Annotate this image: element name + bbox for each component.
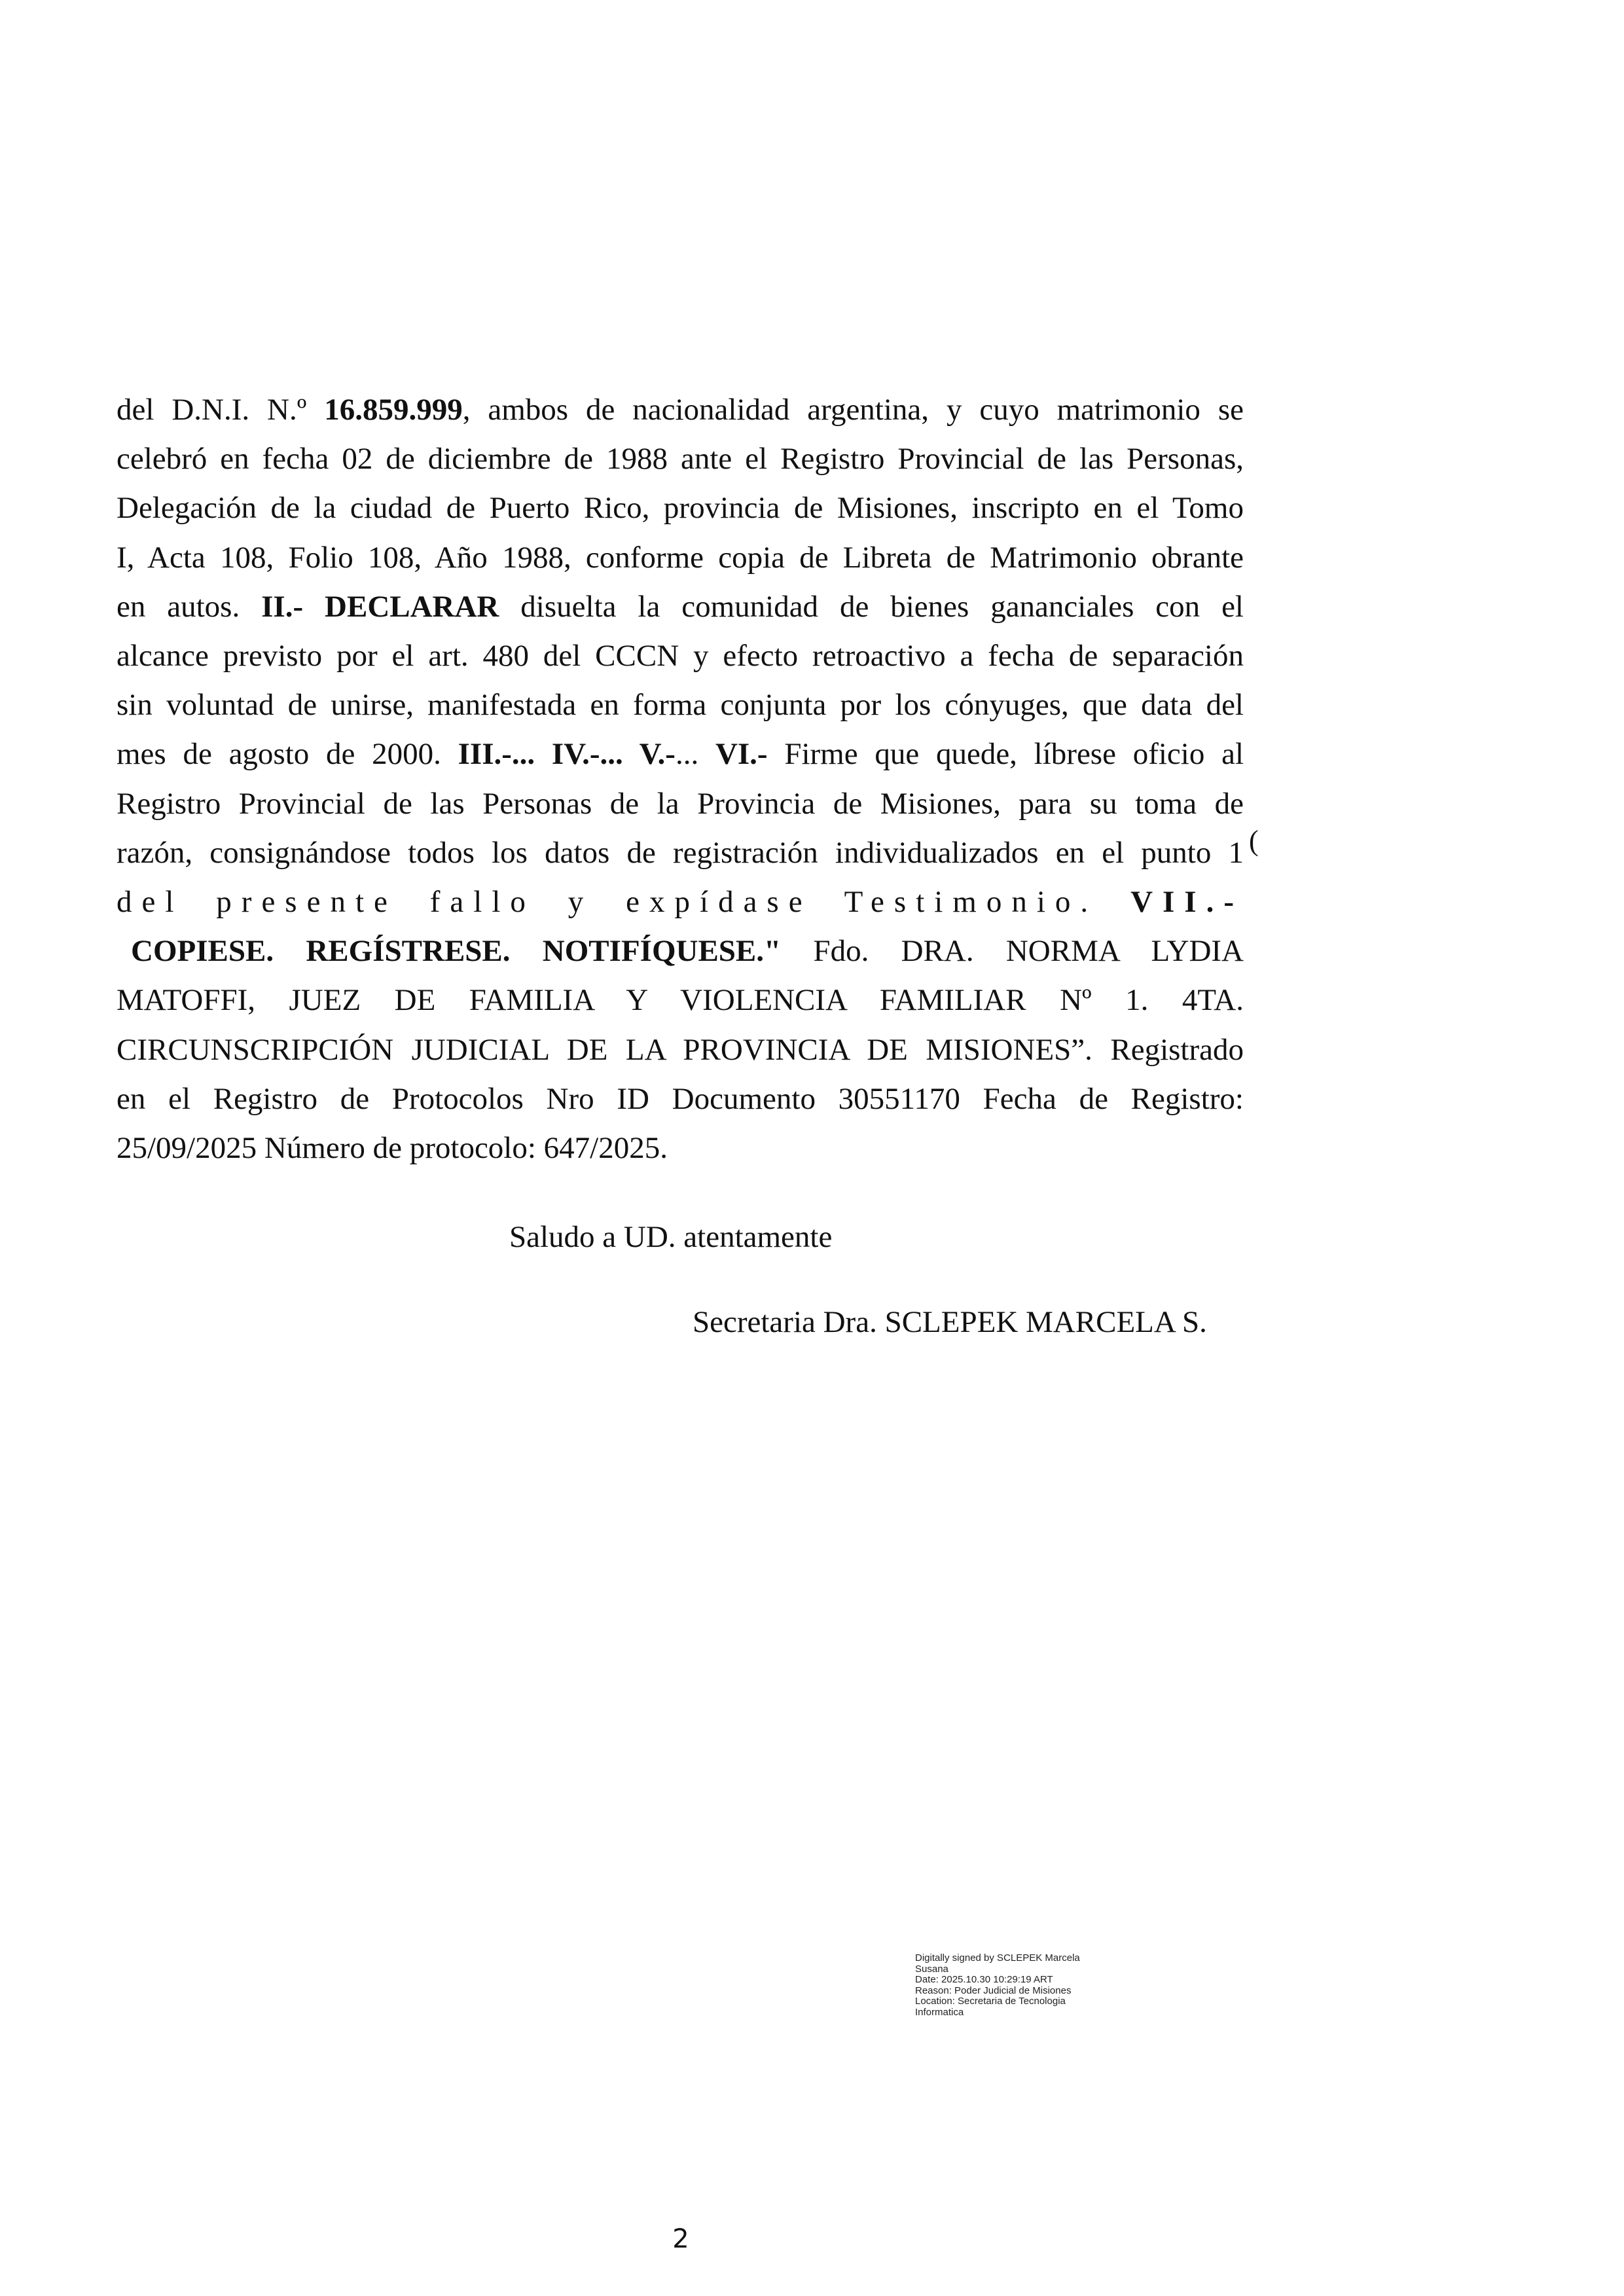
signature-line: Susana: [915, 1963, 948, 1975]
body-line-13: MATOFFI, JUEZ DE FAMILIA Y VIOLENCIA FAMILIAR Nº 1. 4TA.: [117, 983, 1244, 1018]
text-run: del D.N.I. N.º: [117, 393, 325, 427]
body-line-8: [117, 730, 1244, 779]
section-heading: II.- DECLARAR: [261, 589, 499, 624]
body-line-4: I, Acta 108, Folio 108, Año 1988, conforme copia de Libreta de Matrimonio obrante: [117, 540, 1244, 575]
body-line-3: Delegación de la ciudad de Puerto Rico, provincia de Misiones, inscripto en el Tomo: [117, 491, 1244, 526]
body-line-15: en el Registro de Protocolos Nro ID Documento 30551170 Fecha de Registro:: [117, 1081, 1244, 1116]
text-run: ...: [675, 737, 715, 772]
text-run: en autos.: [117, 589, 262, 624]
body-line-1: [117, 386, 1244, 435]
body-line-11: [117, 878, 1244, 927]
signature-line: Reason: Poder Judicial de Misiones: [915, 1984, 1072, 1996]
body-line-5: [117, 583, 1244, 632]
stray-parenthesis: (: [1249, 825, 1259, 857]
body-line-7: sin voluntad de unirse, manifestada en forma conjunta por los cónyuges, que data del: [117, 688, 1244, 723]
signature-line: Location: Secretaria de Tecnologia: [915, 1996, 1066, 2007]
body-line-16: 25/09/2025 Número de protocolo: 647/2025.: [117, 1131, 668, 1166]
closing-salutation: Saludo a UD. atentamente: [509, 1220, 833, 1254]
digital-signature-block: [915, 1953, 1151, 2018]
section-heading: COPIESE. REGÍSTRESE. NOTIFÍQUESE.": [131, 934, 782, 969]
dni-number: 16.859.999: [324, 393, 463, 427]
signature-line: Digitally signed by SCLEPEK Marcela: [915, 1952, 1080, 1964]
secretary-name: Secretaria Dra. SCLEPEK MARCELA S.: [693, 1305, 1207, 1339]
section-heading: VI.-: [715, 737, 768, 772]
text-run: disuelta la comunidad de bienes gananciales con el: [499, 589, 1244, 624]
body-line-2: celebró en fecha 02 de diciembre de 1988 ante el Registro Provincial de las Personas,: [117, 442, 1244, 476]
body-line-9: Registro Provincial de las Personas de la Provincia de Misiones, para su toma de: [117, 786, 1244, 821]
section-heading: III.-... IV.-... V.-: [458, 737, 676, 772]
section-heading: VII.-: [1130, 885, 1244, 920]
text-run: Firme que quede, líbrese oficio al: [767, 737, 1244, 772]
text-run: Fdo. DRA. NORMA LYDIA: [781, 934, 1244, 969]
document-body: [117, 386, 1244, 1173]
text-run: del presente fallo y expídase Testimonio.: [117, 885, 1131, 920]
text-run: mes de agosto de 2000.: [117, 737, 458, 772]
body-line-6: alcance previsto por el art. 480 del CCCN y efecto retroactivo a fecha de separación: [117, 639, 1244, 673]
body-line-14: CIRCUNSCRIPCIÓN JUDICIAL DE LA PROVINCIA DE MISIONES”. Registrado: [117, 1032, 1244, 1067]
body-line-12: [117, 927, 1244, 976]
signature-line: Date: 2025.10.30 10:29:19 ART: [915, 1974, 1053, 1985]
text-run: , ambos de nacionalidad argentina, y cuyo matrimonio se: [462, 393, 1244, 427]
body-line-10: razón, consignándose todos los datos de registración individualizados en el punto 1: [117, 835, 1244, 870]
page-number: 2: [672, 2224, 689, 2254]
signature-line: Informatica: [915, 2006, 964, 2018]
